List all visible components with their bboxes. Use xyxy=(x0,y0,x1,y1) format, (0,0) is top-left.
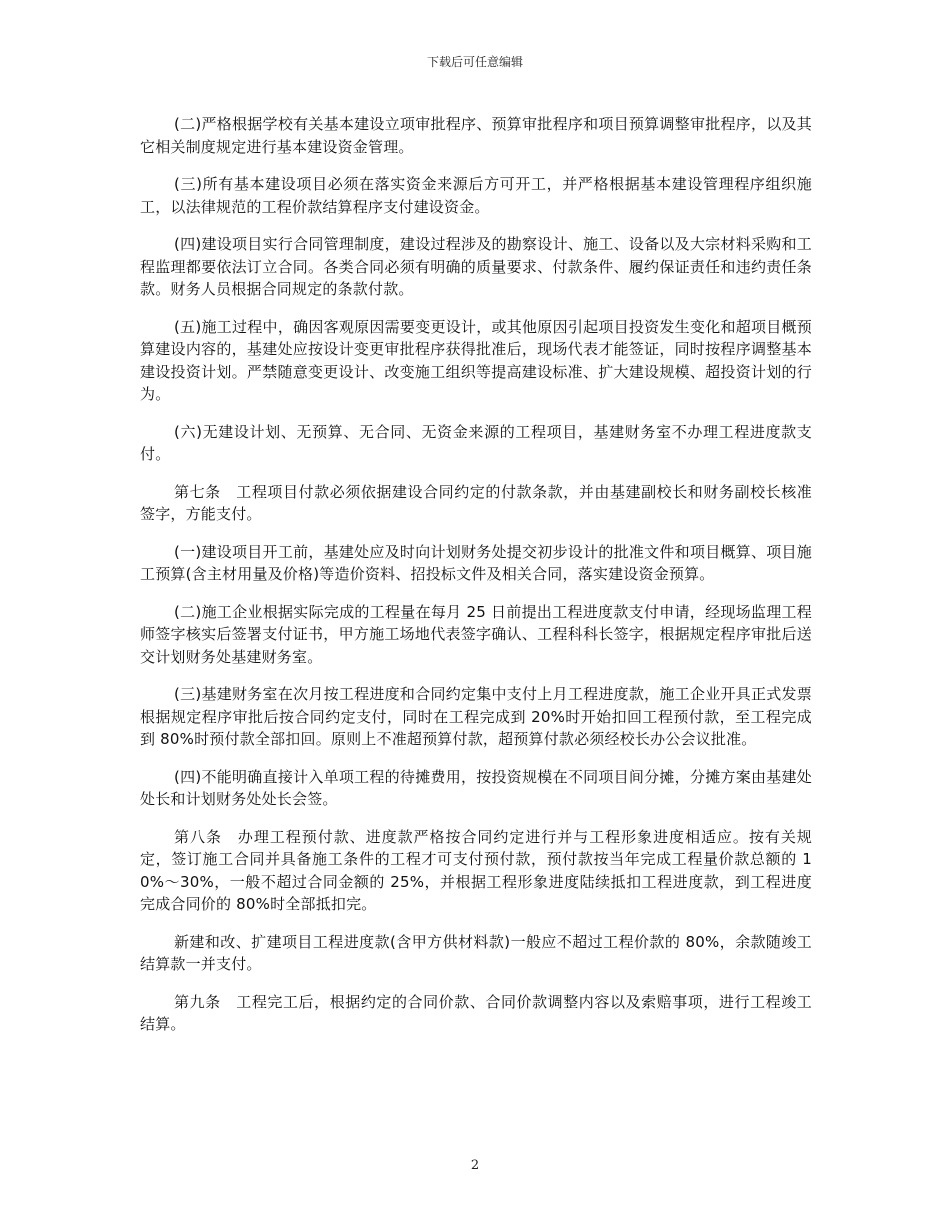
paragraph: (二)施工企业根据实际完成的工程量在每月 25 日前提出工程进度款支付申请，经现场监理工程师签字核实后签署支付证书，甲方施工场地代表签字确认、工程科科长签字，根据规定程序审批后送交计划财务处基建财务室。 xyxy=(140,602,812,666)
document-body xyxy=(140,113,812,1051)
page-number: 2 xyxy=(470,1158,480,1173)
paragraph: 新建和改、扩建项目工程进度款(含甲方供材料款)一般应不超过工程价款的 80%，余款随竣工结算款一并支付。 xyxy=(140,932,812,973)
article-paragraph: 第九条 工程完工后，根据约定的合同价款、合同价款调整内容以及索赔事项，进行工程竣工结算。 xyxy=(140,992,812,1033)
paragraph: (五)施工过程中，确因客观原因需要变更设计，或其他原因引起项目投资发生变化和超项目概预算建设内容的，基建处应按设计变更审批程序获得批准后，现场代表才能签证，同时按程序调整基本建设投资计划。严禁随意变更设计、改变施工组织等提高建设标准、扩大建设规模、超投资计划的行为。 xyxy=(140,317,812,403)
paragraph: (二)严格根据学校有关基本建设立项审批程序、预算审批程序和项目预算调整审批程序，以及其它相关制度规定进行基本建设资金管理。 xyxy=(140,115,812,156)
article-paragraph: 第八条 办理工程预付款、进度款严格按合同约定进行并与工程形象进度相适应。按有关规定，签订施工合同并具备施工条件的工程才可支付预付款，预付款按当年完成工程量价款总额的 10%～30%，一般不超过合同金额的 25%，并根据工程形象进度陆续抵扣工程进度款，到工程进度完成合同价的 80%时全部抵扣完。 xyxy=(140,827,812,913)
article-paragraph: 第七条 工程项目付款必须依据建设合同约定的付款条款，并由基建副校长和财务副校长核准签字，方能支付。 xyxy=(140,482,812,523)
paragraph: (四)不能明确直接计入单项工程的待摊费用，按投资规模在不同项目间分摊，分摊方案由基建处处长和计划财务处处长会签。 xyxy=(140,767,812,808)
paragraph: (三)所有基本建设项目必须在落实资金来源后方可开工，并严格根据基本建设管理程序组织施工，以法律规范的工程价款结算程序支付建设资金。 xyxy=(140,175,812,216)
paragraph: (四)建设项目实行合同管理制度，建设过程涉及的勘察设计、施工、设备以及大宗材料采购和工程监理都要依法订立合同。各类合同必须有明确的质量要求、付款条件、履约保证责任和违约责任条款。财务人员根据合同规定的条款付款。 xyxy=(140,235,812,298)
paragraph: (一)建设项目开工前，基建处应及时向计划财务处提交初步设计的批准文件和项目概算、项目施工预算(含主材用量及价格)等造价资料、招投标文件及相关合同，落实建设资金预算。 xyxy=(140,542,812,583)
paragraph: (三)基建财务室在次月按工程进度和合同约定集中支付上月工程进度款，施工企业开具正式发票根据规定程序审批后按合同约定支付，同时在工程完成到 20%时开始扣回工程预付款，至工程完成到 80%时预付款全部扣回。原则上不准超预算付款，超预算付款必须经校长办公会议批准。 xyxy=(140,685,812,748)
paragraph: (六)无建设计划、无预算、无合同、无资金来源的工程项目，基建财务室不办理工程进度款支付。 xyxy=(140,422,812,463)
page-header: 下载后可任意编辑 xyxy=(426,55,523,69)
